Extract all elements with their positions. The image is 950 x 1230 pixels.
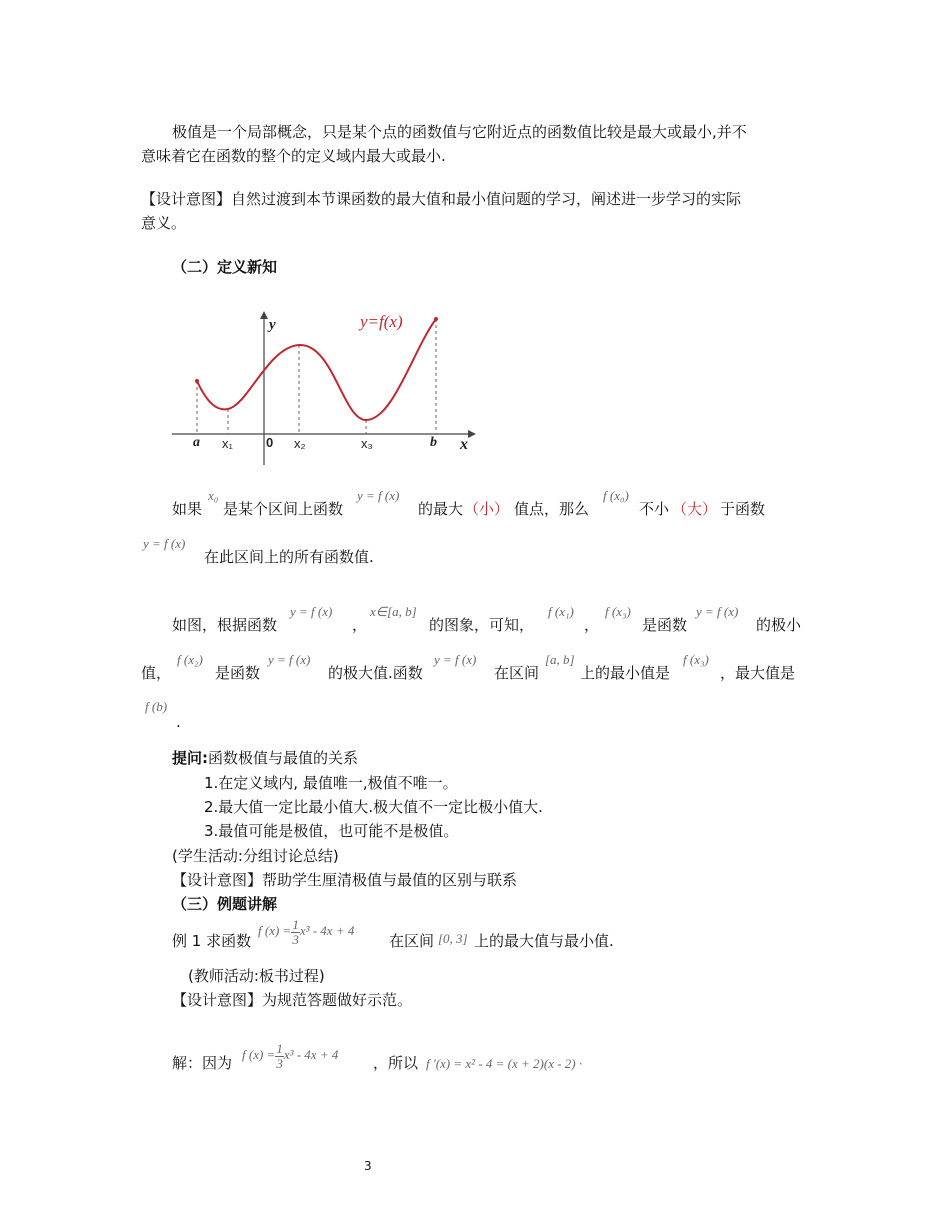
design-intent: 【设计意图】自然过渡到本节课函数的最大值和最小值问题的学习，阐述进一步学习的实际 bbox=[141, 190, 742, 208]
math: x∈[a, b] bbox=[370, 604, 417, 619]
section-heading: （三）例题讲解 bbox=[172, 895, 278, 913]
activity-note: (学生活动:分组讨论总结) bbox=[172, 847, 339, 865]
question-line bbox=[172, 748, 358, 768]
math: f (x₃) bbox=[605, 604, 631, 619]
x-axis-label: x bbox=[460, 436, 468, 453]
math-interval: [0, 3] bbox=[438, 931, 468, 946]
tick-0: 0 bbox=[266, 435, 274, 450]
math-yfx: y = f (x) bbox=[143, 536, 186, 551]
ex-text: 值， bbox=[141, 664, 172, 682]
def-text: 的最大 bbox=[418, 500, 464, 518]
list-item: 2.最大值一定比最小值大.极大值不一定比极小值大. bbox=[204, 798, 543, 816]
def-text: 如果 bbox=[172, 500, 203, 518]
activity-note: (教师活动:板书过程) bbox=[188, 967, 325, 985]
tick-b: b bbox=[430, 435, 437, 450]
math-yfx: y = f (x) bbox=[357, 488, 400, 503]
def-text: 在此区间上的所有函数值. bbox=[204, 548, 374, 566]
tick-a: a bbox=[193, 435, 200, 450]
ex-text: 在区间 bbox=[494, 664, 540, 682]
math: y = f (x) bbox=[696, 604, 739, 619]
math: f (x₂) bbox=[177, 652, 203, 667]
def-red: （小） bbox=[464, 500, 510, 518]
design-intent: 意义。 bbox=[141, 214, 187, 232]
ex-text: ， bbox=[352, 616, 368, 634]
ex-text: ，最大值是 bbox=[720, 664, 796, 682]
solution-text: ，所以 bbox=[373, 1054, 419, 1072]
paragraph-line: 意味着它在函数的整个的定义域内最大或最小. bbox=[141, 147, 446, 165]
solution-text: 解：因为 bbox=[172, 1054, 233, 1072]
math: y = f (x) bbox=[268, 652, 311, 667]
tick-x2: x₂ bbox=[294, 436, 306, 451]
question-text: 函数极值与最值的关系 bbox=[208, 749, 359, 767]
math: f (x₃) bbox=[683, 652, 709, 667]
math: f (x₁) bbox=[548, 604, 574, 619]
math-function: f (x) = $\frac{1}{3}$ x³ - 4x + 4 bbox=[242, 1040, 339, 1071]
def-red: （大） bbox=[672, 500, 718, 518]
math-fx0: f (x₀) bbox=[603, 488, 629, 503]
def-text: 是某个区间上函数 bbox=[223, 500, 344, 518]
question-label: 提问: bbox=[172, 749, 208, 767]
tick-x3: x₃ bbox=[361, 436, 373, 451]
tick-x1: x₁ bbox=[222, 436, 233, 451]
curve-label: y=f(x) bbox=[360, 312, 403, 331]
example-text: 例 1 求函数 bbox=[172, 932, 252, 950]
math-function: f (x) = $\frac{1}{3}$ x³ - 4x + 4 bbox=[258, 916, 355, 947]
y-axis-label: y bbox=[269, 317, 276, 333]
ex-text: 上的最小值是 bbox=[580, 664, 671, 682]
design-intent: 【设计意图】帮助学生厘清极值与最值的区别与联系 bbox=[172, 871, 518, 889]
example-text: 在区间 bbox=[389, 932, 435, 950]
paragraph-line: 极值是一个局部概念，只是某个点的函数值与它附近点的函数值比较是最大或最小,并不 bbox=[172, 123, 747, 141]
ex-text: 如图，根据函数 bbox=[172, 616, 278, 634]
example-text: 上的最大值与最小值. bbox=[474, 932, 614, 950]
function-graph bbox=[168, 305, 478, 470]
ex-text: 的极大值.函数 bbox=[328, 664, 423, 682]
design-intent: 【设计意图】为规范答题做好示范。 bbox=[172, 991, 413, 1009]
math: y = f (x) bbox=[434, 652, 477, 667]
ex-text: . bbox=[176, 713, 181, 731]
def-text: 不小 bbox=[639, 500, 670, 518]
def-text: 值点，那么 bbox=[514, 500, 590, 518]
section-heading: （二）定义新知 bbox=[172, 258, 278, 276]
ex-text: ， bbox=[584, 616, 600, 634]
list-item: 1.在定义域内, 最值唯一,极值不唯一。 bbox=[204, 774, 458, 792]
math-derivative: f ′(x) = x² - 4 = (x + 2)(x - 2) · bbox=[426, 1056, 583, 1071]
ex-text: 的极小 bbox=[756, 616, 802, 634]
page-number: 3 bbox=[364, 1159, 372, 1173]
def-text: 于函数 bbox=[720, 500, 766, 518]
curve bbox=[197, 319, 436, 420]
math: [a, b] bbox=[545, 652, 575, 667]
math-x0: x₀ bbox=[208, 488, 219, 503]
math: f (b) bbox=[145, 699, 168, 714]
list-item: 3.最值可能是极值，也可能不是极值。 bbox=[204, 822, 459, 840]
ex-text: 是函数 bbox=[215, 664, 261, 682]
ex-text: 的图象，可知， bbox=[429, 616, 535, 634]
math: y = f (x) bbox=[290, 604, 333, 619]
ex-text: 是函数 bbox=[642, 616, 688, 634]
